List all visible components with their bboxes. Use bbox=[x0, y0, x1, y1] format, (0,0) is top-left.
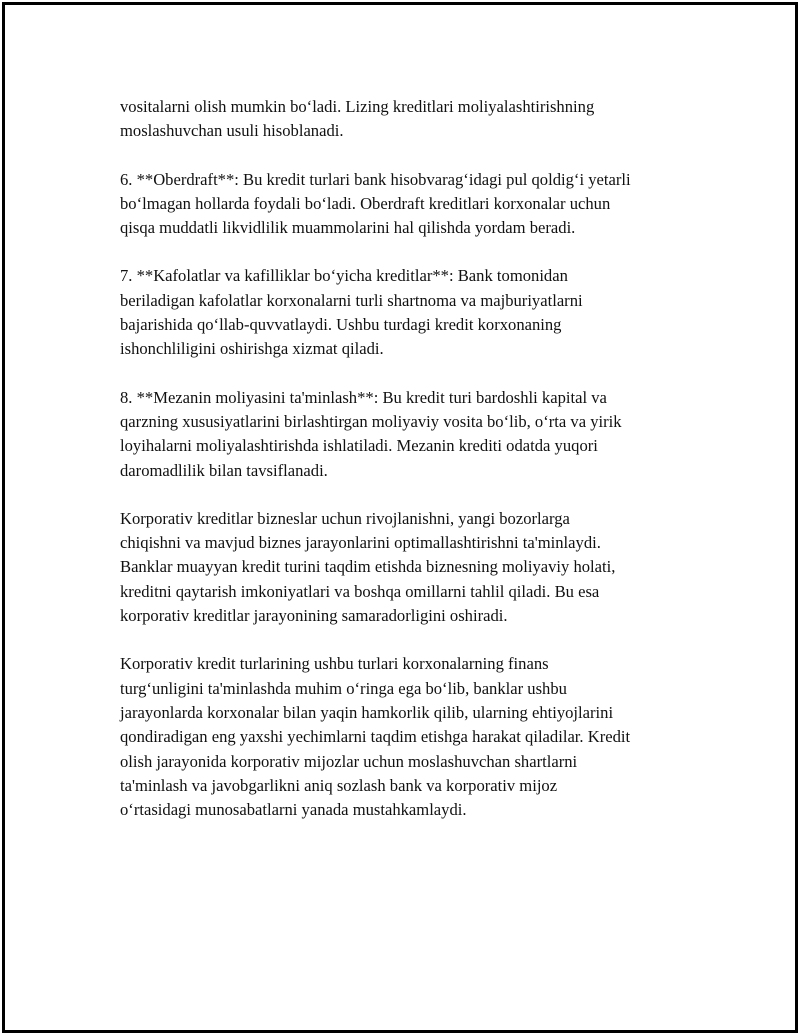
paragraph-leasing-continuation: vositalarni olish mumkin boʻladi. Lizing kreditlari moliyalashtirishning moslashuvchan usuli hisoblanadi. bbox=[120, 97, 595, 141]
paragraph-mezzanine-financing: 8. **Mezanin moliyasini ta'minlash**: Bu kredit turi bardoshli kapital va qarzning xususiyatlarini birlashtirgan moliyaviy vosita boʻlib, oʻrta va yirik loyihalarni moliyalashtirishda ishlatiladi. Mezanin krediti odatda yuqori daromadlilik bilan tavsiflanadi. bbox=[120, 387, 622, 480]
page-frame bbox=[2, 2, 798, 1033]
paragraph-guarantee-credits: 7. **Kafolatlar va kafilliklar boʻyicha kreditlar**: Bank tomonidan beriladigan kafolatlar korxonalarni turli shartnoma va majburiyatlarni bajarishida qoʻllab-quvvatlaydi. Ushbu turdagi kredit korxonaning ishonchliligini oshirishga xizmat qiladi. bbox=[120, 266, 583, 359]
page-body bbox=[120, 95, 690, 822]
paragraph-conclusion: Korporativ kredit turlarining ushbu turlari korxonalarning finans turgʻunligini ta'minlashda muhim oʻringa ega boʻlib, banklar ushbu jarayonlarda korxonalar bilan yaqin hamkorlik qilib, ularning ehtiyojlarini qondiradigan eng yaxshi yechimlarni taqdim etishga harakat qiladilar. Kredit olish jarayonida korporativ mijozlar uchun moslashuvchan shartlarni ta'minlash va javobgarlikni aniq sozlash bank va korporativ mijoz oʻrtasidagi munosabatlarni yanada mustahkamlaydi. bbox=[120, 654, 631, 820]
paragraph-corporate-credit-benefits: Korporativ kreditlar bizneslar uchun rivojlanishni, yangi bozorlarga chiqishni va mavjud biznes jarayonlarini optimallashtirishni ta'minlaydi. Banklar muayyan kredit turini taqdim etishda biznesning moliyaviy holati, kreditni qaytarish imkoniyatlari va boshqa omillarni tahlil qiladi. Bu esa korporativ kreditlar jarayonining samaradorligini oshiradi. bbox=[120, 508, 616, 626]
paragraph-overdraft: 6. **Oberdraft**: Bu kredit turlari bank hisobvaragʻidagi pul qoldigʻi yetarli boʻlmagan hollarda foydali boʻladi. Oberdraft kreditlari korxonalar uchun qisqa muddatli likvidlilik muammolarini hal qilishda yordam beradi. bbox=[120, 169, 631, 238]
